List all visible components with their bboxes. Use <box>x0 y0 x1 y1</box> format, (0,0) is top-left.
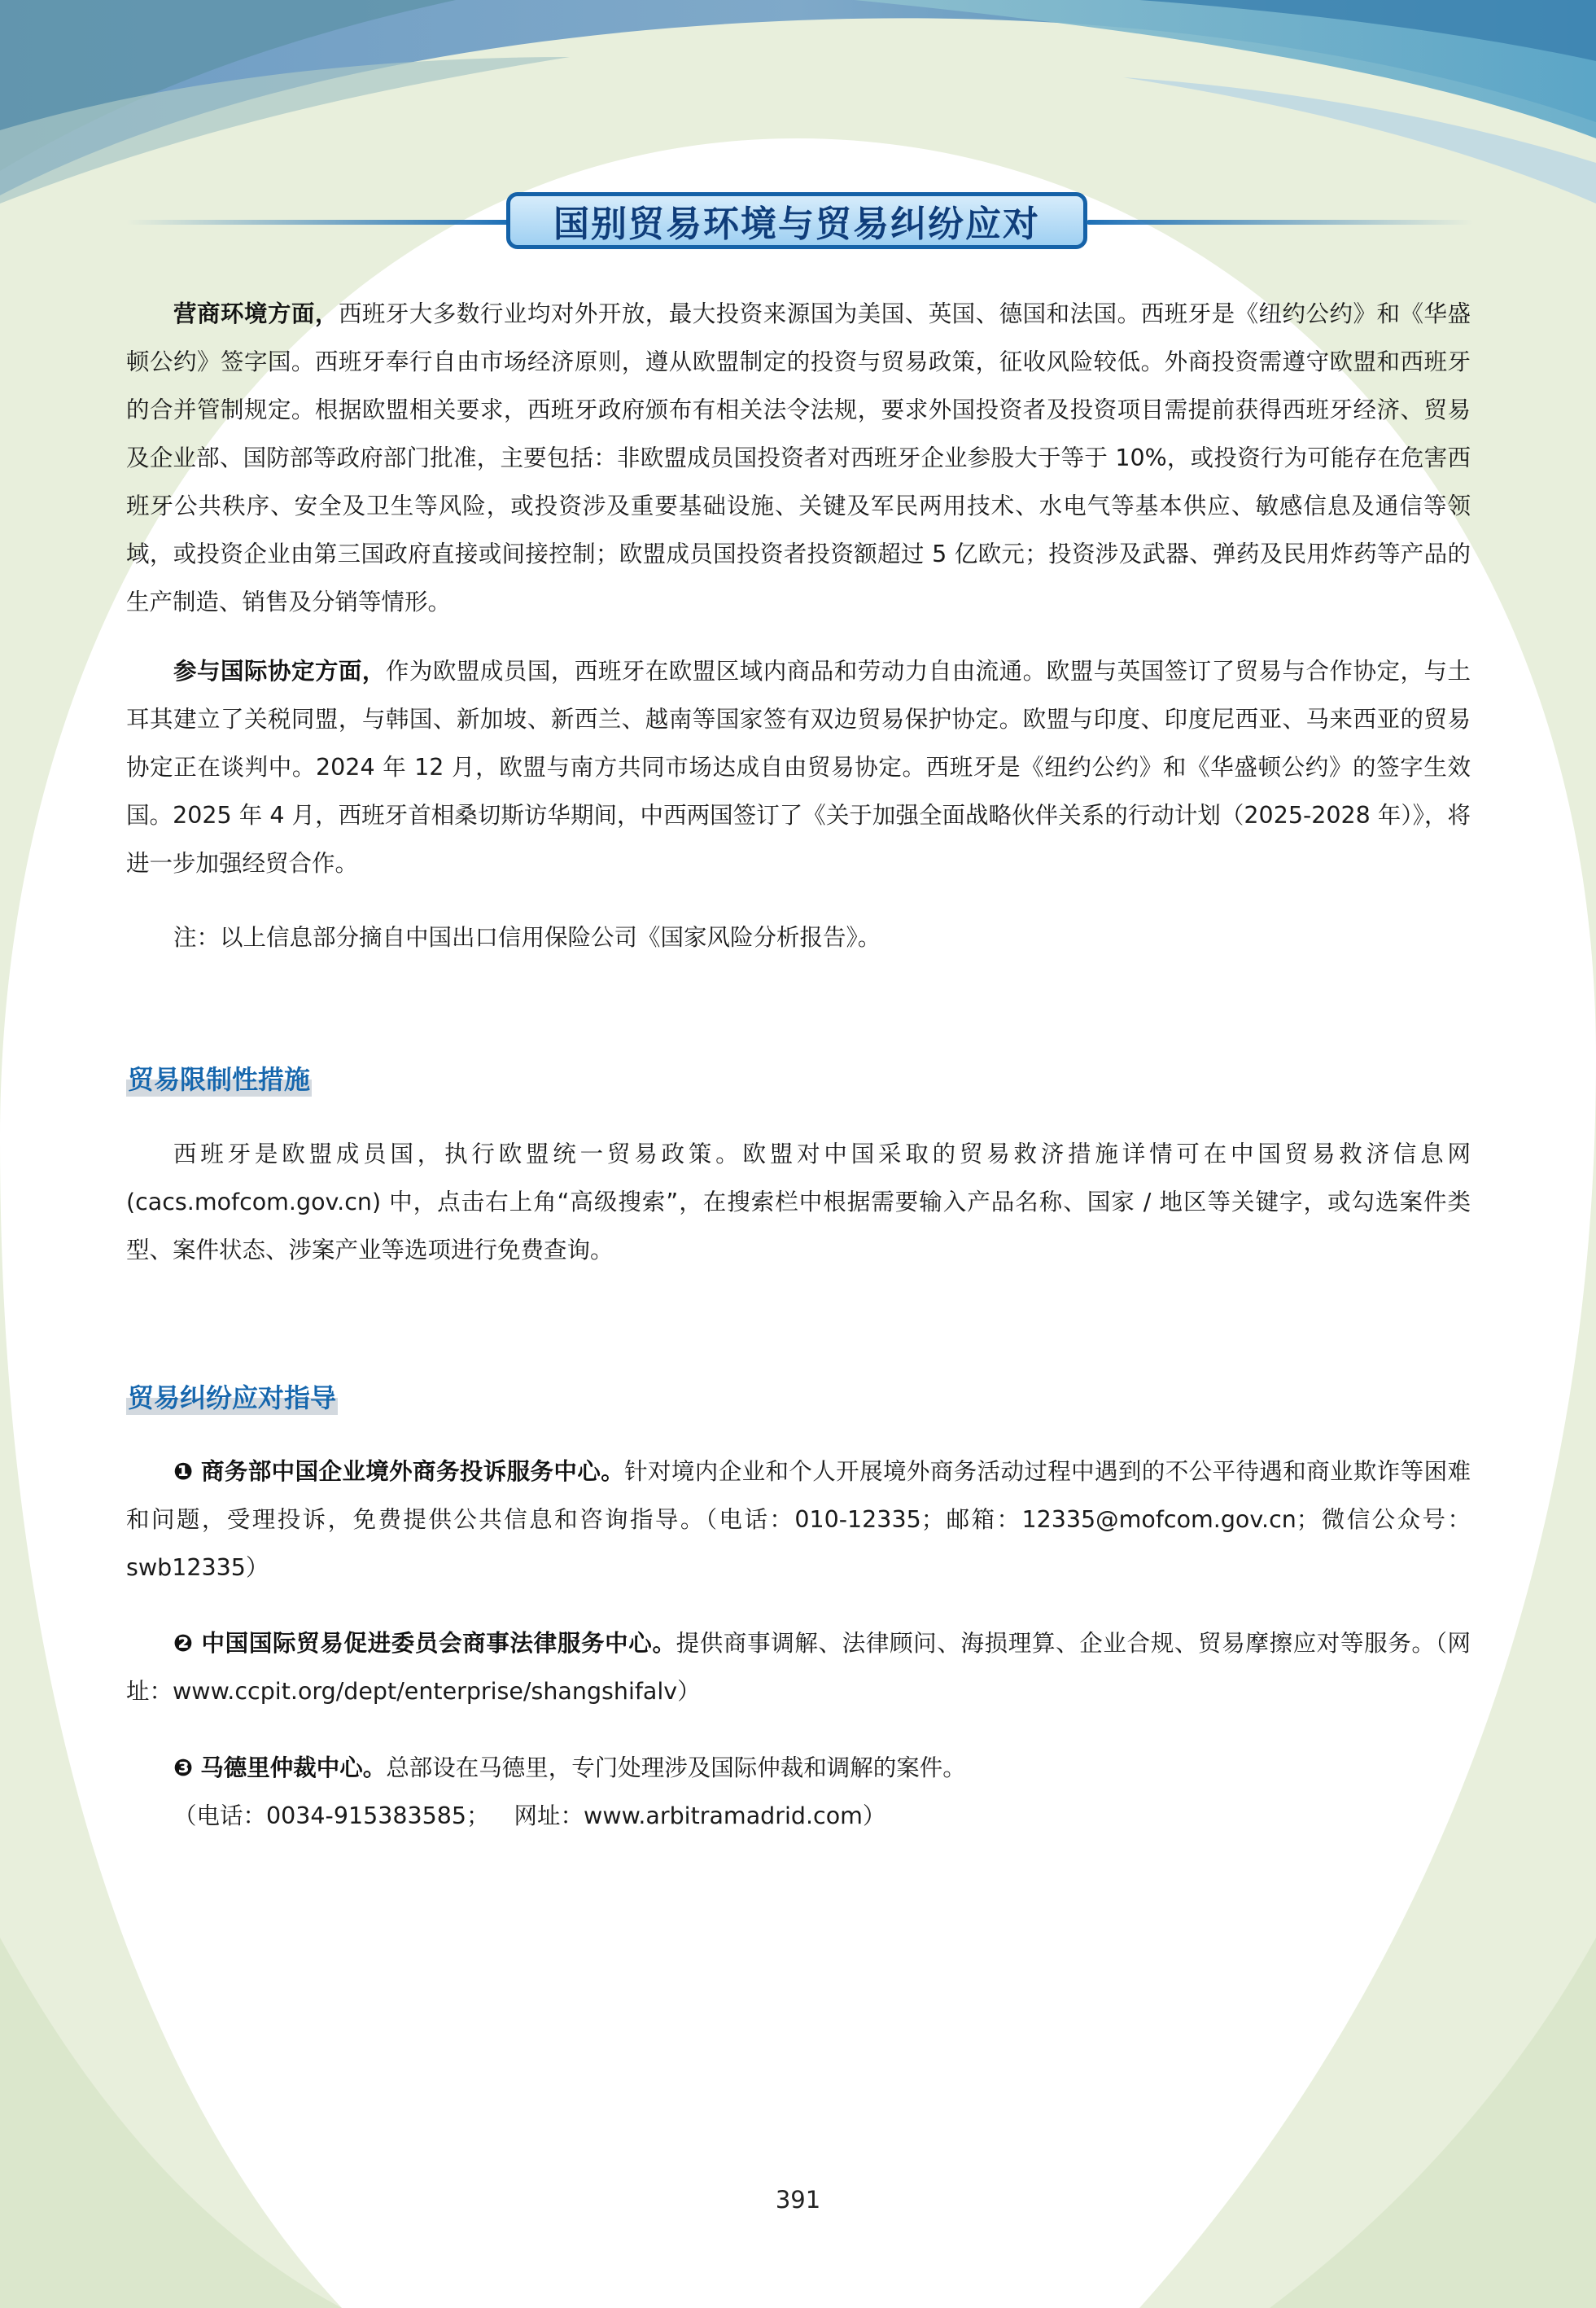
dispute-guidance-item-1 <box>126 1447 1471 1592</box>
business-environment-text: 西班牙大多数行业均对外开放，最大投资来源国为美国、英国、德国和法国。西班牙是《纽约公约》和《华盛顿公约》签字国。西班牙奉行自由市场经济原则，遵从欧盟制定的投资与贸易政策，征收风险较低。外商投资需遵守欧盟和西班牙的合并管制规定。根据欧盟相关要求，西班牙政府颁布有相关法令法规，要求外国投资者及投资项目需提前获得西班牙经济、贸易及企业部、国防部等政府部门批准，主要包括：非欧盟成员国投资者对西班牙企业参股大于等于 10%，或投资行为可能存在危害西班牙公共秩序、安全及卫生等风险，或投资涉及重要基础设施、关键及军民两用技术、水电气等基本供应、敏感信息及通信等领域，或投资企业由第三国政府直接或间接控制；欧盟成员国投资者投资额超过 5 亿欧元；投资涉及武器、弹药及民用炸药等产品的生产制造、销售及分销等情形。 <box>126 300 1471 615</box>
item-3-phone: （电话：0034-915383585； <box>173 1802 490 1829</box>
international-agreements-lead: 参与国际协定方面， <box>173 658 386 685</box>
title-banner <box>506 192 1087 249</box>
trade-restriction-heading: 贸易限制性措施 <box>128 1064 311 1095</box>
source-note: 注：以上信息部分摘自中国出口信用保险公司《国家风险分析报告》。 <box>173 924 881 951</box>
title-rule-left <box>126 220 509 225</box>
item-2-marker: ❷ <box>173 1630 194 1657</box>
page-title: 国别贸易环境与贸易纠纷应对 <box>553 204 1040 245</box>
trade-restriction-paragraph: 西班牙是欧盟成员国，执行欧盟统一贸易政策。欧盟对中国采取的贸易救济措施详情可在中国贸易救济信息网 (cacs.mofcom.gov.cn) 中，点击右上角“高级搜索”，在搜索栏中根据需要输入产品名称、国家 / 地区等关键字，或勾选案件类型、案件状态、涉案产业等选项进行免费查询。 <box>126 1141 1471 1263</box>
item-2-name: 中国国际贸易促进委员会商事法律服务中心。 <box>201 1630 676 1657</box>
item-1-name: 商务部中国企业境外商务投诉服务中心。 <box>201 1458 625 1485</box>
title-rule-right <box>1087 220 1473 225</box>
item-2-text: 提供商事调解、法律顾问、海损理算、企业合规、贸易摩擦应对等服务。（网址：www.ccpit.org/dept/enterprise/shangshifalv） <box>126 1630 1471 1705</box>
item-3-name: 马德里仲裁中心。 <box>200 1754 387 1781</box>
international-agreements-text: 作为欧盟成员国，西班牙在欧盟区域内商品和劳动力自由流通。欧盟与英国签订了贸易与合作协定，与土耳其建立了关税同盟，与韩国、新加坡、新西兰、越南等国家签有双边贸易保护协定。欧盟与印度、印度尼西亚、马来西亚的贸易协定正在谈判中。2024 年 12 月，欧盟与南方共同市场达成自由贸易协定。西班牙是《纽约公约》和《华盛顿公约》的签字生效国。2025 年 4 月，西班牙首相桑切斯访华期间，中西两国签订了《关于加强全面战略伙伴关系的行动计划（2025-2028 年）》，将进一步加强经贸合作。 <box>126 658 1471 877</box>
item-3-text: 总部设在马德里，专门处理涉及国际仲裁和调解的案件。 <box>386 1754 966 1781</box>
business-environment-lead: 营商环境方面， <box>173 300 339 327</box>
item-3-website: 网址：www.arbitramadrid.com） <box>514 1802 886 1829</box>
item-3-marker: ❸ <box>173 1754 194 1781</box>
item-1-text: 针对境内企业和个人开展境外商务活动过程中遇到的不公平待遇和商业欺诈等困难和问题，受理投诉，免费提供公共信息和咨询指导。（电话：010-12335；邮箱：12335@mofcom.gov.cn；微信公众号：swb12335） <box>126 1458 1471 1581</box>
dispute-guidance-item-3 <box>126 1744 1471 1792</box>
item-1-marker: ❶ <box>173 1458 194 1485</box>
business-environment-paragraph <box>126 290 1471 626</box>
item-3-contact-line <box>173 1792 885 1840</box>
international-agreements-paragraph <box>126 647 1471 887</box>
page-number: 391 <box>775 2186 821 2214</box>
dispute-guidance-item-2 <box>126 1619 1471 1715</box>
dispute-guidance-heading: 贸易纠纷应对指导 <box>128 1382 337 1413</box>
